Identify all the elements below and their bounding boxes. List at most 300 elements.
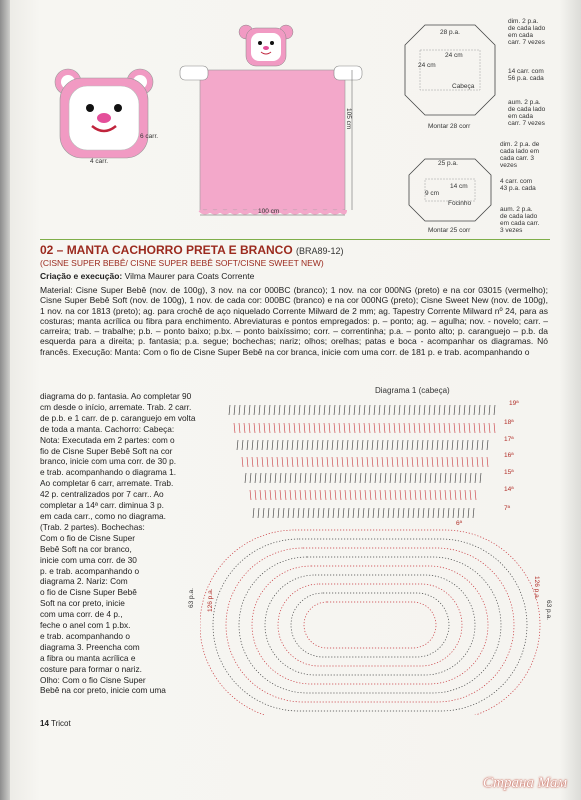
stitch-mark: [400, 490, 401, 500]
stitch-mark: [332, 440, 333, 450]
stitch-mark: [289, 423, 290, 433]
row-label-7: 7ª: [504, 505, 511, 512]
blanket-height-label: 105 cm: [345, 108, 352, 130]
instruction-line: Ao completar 6 carr, arremate. Trab.: [40, 478, 174, 489]
stitch-mark: [349, 423, 350, 433]
stitch-mark: [293, 508, 294, 518]
stitch-mark: [252, 440, 253, 450]
stitch-mark: [409, 405, 410, 415]
stitch-mark: [267, 457, 268, 467]
stitch-mark: [439, 405, 440, 415]
stitch-mark: [262, 440, 263, 450]
instruction-line: fio de Cisne Super Bebê Soft na cor: [40, 445, 173, 456]
stitch-mark: [402, 457, 403, 467]
instruction-line: com uma corr. de 4 p.,: [40, 609, 123, 620]
stitch-mark: [455, 490, 456, 500]
stitch-mark: [412, 440, 413, 450]
stitch-mark: [400, 473, 401, 483]
stitch-mark: [452, 440, 453, 450]
stitch-mark: [234, 405, 235, 415]
stitch-mark: [392, 440, 393, 450]
stitch-mark: [285, 490, 286, 500]
stitch-mark: [269, 405, 270, 415]
stitch-mark: [397, 457, 398, 467]
stitch-mark: [432, 457, 433, 467]
crochet-diagram-head: [200, 395, 560, 715]
stitch-mark: [299, 405, 300, 415]
stitch-mark: [329, 423, 330, 433]
stitch-mark: [349, 405, 350, 415]
stitch-mark: [417, 440, 418, 450]
stitch-mark: [365, 490, 366, 500]
stitch-mark: [417, 457, 418, 467]
stitch-mark: [430, 490, 431, 500]
stitch-mark: [454, 405, 455, 415]
stitch-mark: [275, 473, 276, 483]
stitch-mark: [387, 457, 388, 467]
stitch-round: [304, 602, 436, 648]
stitch-mark: [289, 405, 290, 415]
stitch-mark: [399, 405, 400, 415]
blanket-width-label: 100 cm: [258, 208, 280, 215]
stitch-mark: [302, 457, 303, 467]
stitch-mark: [459, 423, 460, 433]
stitch-mark: [377, 457, 378, 467]
stitch-mark: [410, 490, 411, 500]
stitch-mark: [280, 490, 281, 500]
snout-piece-name: Focinho: [448, 200, 472, 207]
stitch-mark: [465, 473, 466, 483]
stitch-mark: [474, 405, 475, 415]
stitch-mark: [287, 457, 288, 467]
stitch-mark: [365, 473, 366, 483]
credits-label: Criação e execução:: [40, 271, 123, 281]
stitch-mark: [345, 490, 346, 500]
row-label-6: 6ª: [456, 520, 463, 527]
stitch-mark: [350, 473, 351, 483]
stitch-mark: [395, 473, 396, 483]
stitch-mark: [328, 508, 329, 518]
stitch-mark: [309, 423, 310, 433]
stitch-mark: [309, 405, 310, 415]
row-label-15: 15ª: [504, 469, 514, 476]
stitch-mark: [307, 440, 308, 450]
stitch-mark: [360, 473, 361, 483]
stitch-mark: [334, 423, 335, 433]
stitch-mark: [404, 405, 405, 415]
stitch-mark: [272, 457, 273, 467]
stitch-mark: [458, 508, 459, 518]
stitch-mark: [423, 508, 424, 518]
stitch-mark: [489, 405, 490, 415]
stitch-mark: [354, 423, 355, 433]
stitch-round: [226, 548, 514, 702]
stitch-mark: [369, 405, 370, 415]
stitch-mark: [424, 423, 425, 433]
stitch-mark: [443, 508, 444, 518]
stitch-mark: [379, 423, 380, 433]
stitch-mark: [339, 405, 340, 415]
stitch-mark: [390, 473, 391, 483]
stitch-mark: [312, 457, 313, 467]
stitch-mark: [344, 405, 345, 415]
stitch-mark: [282, 440, 283, 450]
stitch-mark: [425, 473, 426, 483]
stitch-mark: [383, 508, 384, 518]
stitch-mark: [335, 490, 336, 500]
stitch-mark: [342, 457, 343, 467]
snout-bottom-label: Montar 25 corr: [428, 227, 471, 234]
stitch-mark: [438, 508, 439, 518]
stitch-mark: [387, 440, 388, 450]
instruction-line: branco, inicie com uma corr. de 30 p.: [40, 456, 177, 467]
instruction-line: Soft na cor preto, inicie: [40, 598, 125, 609]
stitch-mark: [294, 423, 295, 433]
stitch-mark: [474, 423, 475, 433]
instruction-line: 42 p. centralizados por 7 carr.. Ao: [40, 489, 164, 500]
stitch-mark: [427, 457, 428, 467]
snout-note-3: aum. 2 p.a. de cada lado em cada carr. 3 vezes: [500, 206, 540, 234]
stitch-mark: [229, 405, 230, 415]
stitch-mark: [244, 423, 245, 433]
instruction-line: cm desde o início, arremate. Trab. 2 carr.: [40, 401, 192, 412]
stitch-mark: [254, 423, 255, 433]
stitch-mark: [307, 457, 308, 467]
stitch-mark: [332, 457, 333, 467]
row-label-19: 19ª: [509, 400, 519, 407]
stitch-mark: [394, 423, 395, 433]
stitch-mark: [334, 405, 335, 415]
stitch-mark: [374, 423, 375, 433]
instruction-line: completar a 14ª carr. diminua 3 p.: [40, 500, 164, 511]
stitch-mark: [430, 473, 431, 483]
stitch-mark: [249, 423, 250, 433]
stitch-mark: [415, 473, 416, 483]
stitch-mark: [292, 457, 293, 467]
stitch-mark: [357, 440, 358, 450]
instruction-line: e trab. acompanhando o diagrama 1.: [40, 467, 177, 478]
stitch-mark: [489, 423, 490, 433]
stitch-mark: [335, 473, 336, 483]
stitch-mark: [440, 490, 441, 500]
stitch-mark: [450, 490, 451, 500]
stitch-mark: [283, 508, 284, 518]
pattern-subtitle: (CISNE SUPER BEBÊ/ CISNE SUPER BEBÊ SOFT/CISNE SWEET NEW): [40, 258, 324, 268]
stitch-round: [278, 584, 462, 666]
stitch-mark: [254, 405, 255, 415]
instruction-line: de toda a manta. Cachorro: Cabeça:: [40, 423, 175, 434]
stitch-mark: [319, 423, 320, 433]
stitch-mark: [374, 405, 375, 415]
stitch-mark: [377, 440, 378, 450]
stitch-mark: [440, 473, 441, 483]
stitch-mark: [265, 490, 266, 500]
stitch-mark: [269, 423, 270, 433]
stitch-mark: [477, 440, 478, 450]
side-count-left-2: 63 p.a.: [188, 588, 195, 608]
stitch-mark: [304, 405, 305, 415]
stitch-mark: [437, 457, 438, 467]
stitch-mark: [272, 440, 273, 450]
stitch-mark: [258, 508, 259, 518]
stitch-mark: [482, 440, 483, 450]
stitch-mark: [273, 508, 274, 518]
stitch-mark: [277, 457, 278, 467]
stitch-mark: [333, 508, 334, 518]
stitch-mark: [318, 508, 319, 518]
stitch-mark: [364, 423, 365, 433]
stitch-mark: [370, 490, 371, 500]
stitch-mark: [363, 508, 364, 518]
stitch-mark: [265, 473, 266, 483]
stitch-mark: [322, 457, 323, 467]
stitch-mark: [270, 490, 271, 500]
head-note-1: dim. 2 p.a. de cada lado em cada carr. 7 vezes: [508, 18, 546, 46]
stitch-mark: [470, 490, 471, 500]
stitch-mark: [373, 508, 374, 518]
page-spine: [0, 0, 10, 800]
stitch-mark: [475, 490, 476, 500]
stitch-mark: [385, 473, 386, 483]
stitch-mark: [257, 457, 258, 467]
stitch-mark: [444, 405, 445, 415]
stitch-mark: [428, 508, 429, 518]
stitch-mark: [327, 457, 328, 467]
stitch-mark: [297, 457, 298, 467]
instruction-line: Olho: Com o fio Cisne Super: [40, 674, 146, 685]
stitch-mark: [447, 440, 448, 450]
site-watermark: Страна Мам: [482, 775, 567, 791]
stitch-mark: [270, 473, 271, 483]
stitch-mark: [487, 457, 488, 467]
instruction-line: de p.b. e 1 carr. de p. caranguejo em volta: [40, 412, 196, 423]
stitch-mark: [397, 440, 398, 450]
instruction-line: costure para formar o nariz.: [40, 663, 142, 674]
instruction-line: (Trab. 2 partes). Bochechas:: [40, 521, 145, 532]
stitch-mark: [487, 440, 488, 450]
stitch-mark: [350, 490, 351, 500]
stitch-mark: [355, 473, 356, 483]
stitch-mark: [494, 405, 495, 415]
stitch-mark: [250, 490, 251, 500]
stitch-mark: [354, 405, 355, 415]
stitch-mark: [324, 423, 325, 433]
instruction-line: em cada carr., como no diagrama.: [40, 510, 166, 521]
stitch-mark: [325, 473, 326, 483]
stitch-mark: [252, 457, 253, 467]
stitch-mark: [484, 405, 485, 415]
stitch-mark: [347, 440, 348, 450]
stitch-mark: [340, 473, 341, 483]
stitch-mark: [319, 405, 320, 415]
stitch-mark: [242, 440, 243, 450]
stitch-mark: [439, 423, 440, 433]
instruction-line: diagrama 2. Nariz: Com: [40, 576, 128, 587]
stitch-mark: [313, 508, 314, 518]
stitch-mark: [372, 457, 373, 467]
stitch-mark: [264, 405, 265, 415]
stitch-mark: [300, 473, 301, 483]
stitch-mark: [314, 423, 315, 433]
stitch-mark: [337, 457, 338, 467]
instruction-line: p. e trab. acompanhando o: [40, 565, 140, 576]
stitch-mark: [367, 440, 368, 450]
stitch-mark: [317, 440, 318, 450]
stitch-mark: [282, 457, 283, 467]
stitch-mark: [323, 508, 324, 518]
stitch-mark: [239, 423, 240, 433]
stitch-mark: [420, 490, 421, 500]
stitch-mark: [295, 490, 296, 500]
stitch-mark: [448, 508, 449, 518]
stitch-mark: [325, 490, 326, 500]
stitch-mark: [473, 508, 474, 518]
stitch-mark: [305, 490, 306, 500]
stitch-mark: [260, 473, 261, 483]
stitch-mark: [317, 457, 318, 467]
stitch-mark: [284, 405, 285, 415]
stitch-mark: [407, 457, 408, 467]
head-bottom-label: Montar 28 corr: [428, 123, 471, 130]
stitch-mark: [394, 405, 395, 415]
blanket-illustration: [176, 10, 366, 220]
stitch-mark: [370, 473, 371, 483]
stitch-mark: [390, 490, 391, 500]
stitch-mark: [274, 423, 275, 433]
stitch-mark: [469, 405, 470, 415]
pattern-title: [40, 243, 344, 257]
stitch-mark: [268, 508, 269, 518]
stitch-mark: [247, 457, 248, 467]
stitch-mark: [472, 440, 473, 450]
diagram-title: Diagrama 1 (cabeça): [375, 386, 450, 395]
instruction-line: feche o anel com 1 p.bx.: [40, 620, 131, 631]
instruction-line: Nota: Executada em 2 partes: com o: [40, 434, 175, 445]
snout-inner-width: 14 cm: [450, 183, 468, 190]
stitch-mark: [355, 490, 356, 500]
stitch-mark: [482, 457, 483, 467]
stitch-mark: [437, 440, 438, 450]
head-top-label: 28 p.a.: [440, 29, 460, 36]
stitch-mark: [413, 508, 414, 518]
stitch-mark: [277, 440, 278, 450]
stitch-mark: [388, 508, 389, 518]
stitch-mark: [284, 423, 285, 433]
stitch-mark: [279, 423, 280, 433]
instruction-line: Com o fio de Cisne Super: [40, 532, 136, 543]
side-count-right: 126 p.a.: [533, 576, 540, 600]
stitch-mark: [310, 490, 311, 500]
stitch-mark: [315, 473, 316, 483]
stitch-mark: [415, 490, 416, 500]
stitch-mark: [290, 490, 291, 500]
stitch-mark: [342, 440, 343, 450]
stitch-mark: [434, 423, 435, 433]
stitch-mark: [404, 423, 405, 433]
stitch-mark: [264, 423, 265, 433]
stitch-mark: [407, 440, 408, 450]
stitch-mark: [484, 423, 485, 433]
stitch-mark: [259, 423, 260, 433]
stitch-mark: [279, 405, 280, 415]
stitch-mark: [298, 508, 299, 518]
pattern-code: (BRA89-12): [296, 246, 344, 256]
stitch-mark: [444, 423, 445, 433]
stitch-mark: [420, 473, 421, 483]
stitch-mark: [463, 508, 464, 518]
head-width-label: 4 carr.: [90, 158, 109, 165]
stitch-mark: [434, 405, 435, 415]
stitch-mark: [393, 508, 394, 518]
stitch-mark: [453, 508, 454, 518]
stitch-mark: [459, 405, 460, 415]
stitch-mark: [445, 490, 446, 500]
stitch-mark: [410, 473, 411, 483]
snout-note-1: dim. 2 p.a. de cada lado em cada carr. 3 vezes: [500, 141, 540, 169]
stitch-mark: [429, 405, 430, 415]
stitch-mark: [260, 490, 261, 500]
stitch-mark: [242, 457, 243, 467]
row-label-14: 14ª: [504, 486, 514, 493]
stitch-mark: [408, 508, 409, 518]
stitch-mark: [412, 457, 413, 467]
head-inner-width: 24 cm: [445, 52, 463, 59]
stitch-mark: [470, 473, 471, 483]
stitch-mark: [457, 457, 458, 467]
stitch-mark: [379, 405, 380, 415]
credits-line: [40, 271, 254, 281]
stitch-mark: [462, 457, 463, 467]
stitch-mark: [477, 457, 478, 467]
stitch-mark: [324, 405, 325, 415]
stitch-mark: [359, 405, 360, 415]
stitch-mark: [274, 405, 275, 415]
instruction-line: diagrama 3. Preencha com: [40, 641, 140, 652]
head-measure-label: 6 carr.: [140, 133, 159, 140]
materials-paragraph: Material: Cisne Super Bebê (nov. de 100g), 3 nov. na cor 000BC (branco); 1 nov. na cor 000NG (preto) e na cor 03015 (vermelho); Cisne Super Bebê Soft (nov. de 100g), 1 nov. de cada cor: 000BC (branco) e na cor 000NG (preto); Cisne Sweet New (nov. de 100g), 1 nov. na cor 1813 (preto); ag. para crochê de aço niquelado Corrente Milward de 2 mm; ag. Tapestry Corrente Milward nº 24, para as costuras; manta acrílica ou fibra para enchimento. Abreviaturas e pontos empregados: p. – ponto; ag. – agulha; nov. - novelo; carr. – carreira; trab. – trabalhe; p.b. – ponto baixo; p.bx. – ponto baixíssimo; corr. – correntinha; p.a. – ponto alto; p. caranguejo – p.b. da esquerda para a direita; p. fantasia; p.a. segue; bochechas; nariz; olhos; orelhas; patas e boca - acompanhar os diagramas. Nó francês. Execução: Manta: Com o fio de Cisne Super Bebê na cor branca, inicie com uma corr. de 181 p. e trab. acompanhando o: [40, 285, 548, 357]
instruction-line: Bebê Soft na cor branco,: [40, 543, 132, 554]
stitch-mark: [245, 473, 246, 483]
stitch-mark: [419, 405, 420, 415]
row-label-17: 17ª: [504, 436, 514, 443]
stitch-mark: [382, 440, 383, 450]
stitch-mark: [405, 473, 406, 483]
stitch-mark: [375, 490, 376, 500]
stitch-mark: [320, 490, 321, 500]
stitch-mark: [339, 423, 340, 433]
stitch-mark: [432, 440, 433, 450]
side-count-right-2: 63 p.a.: [545, 600, 552, 620]
stitch-mark: [424, 405, 425, 415]
stitch-mark: [422, 457, 423, 467]
head-note-2: 14 carr. com 56 p.a. cada: [508, 68, 544, 82]
stitch-mark: [462, 440, 463, 450]
instruction-line: Bebê na cor preto, inicie com uma: [40, 685, 166, 696]
stitch-mark: [384, 405, 385, 415]
stitch-mark: [392, 457, 393, 467]
stitch-mark: [372, 440, 373, 450]
stitch-mark: [295, 473, 296, 483]
stitch-mark: [472, 457, 473, 467]
head-inner-height: 24 cm: [418, 62, 436, 69]
stitch-mark: [360, 490, 361, 500]
stitch-mark: [344, 423, 345, 433]
stitch-mark: [368, 508, 369, 518]
stitch-mark: [255, 490, 256, 500]
page-footer: [40, 719, 71, 728]
stitch-mark: [267, 440, 268, 450]
stitch-mark: [263, 508, 264, 518]
